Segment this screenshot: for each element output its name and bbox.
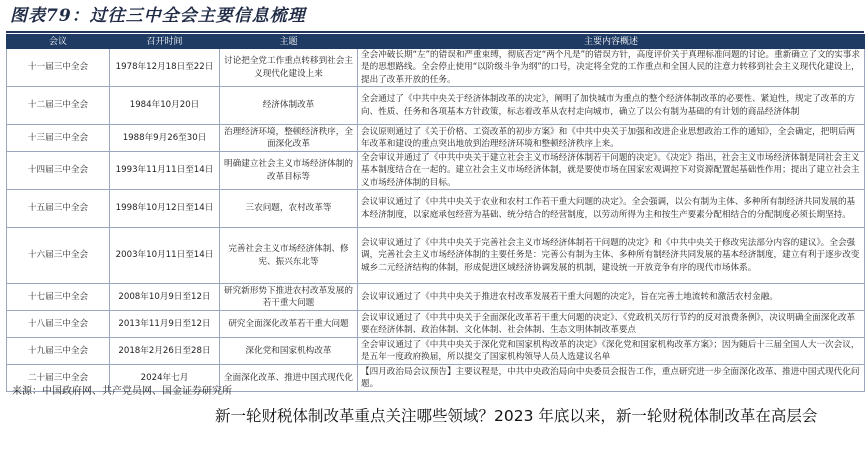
date-cell: 1998年10月12日至14日 [110,190,220,228]
date-cell: 1984年10月20日 [110,87,220,125]
meeting-cell: 十二届三中全会 [7,87,110,125]
table-row [7,49,865,87]
summary-cell: 全会审议并通过了《中共中央关于建立社会主义市场经济体制若干问题的决定》。《决定》指出，社会主义市场经济体制是同社会主义基本制度结合在一起的。建立社会主义市场经济体制，就是要使市场在国家宏观调控下对资源配置起基础性作用；提出了建立社会主义市场经济体制的目标。 [358,152,865,190]
meeting-cell: 十七届三中全会 [7,284,110,311]
date-cell: 1978年12月18日至22日 [110,49,220,87]
summary-cell: 会议审议通过了《中共中央关于完善社会主义市场经济体制若干问题的决定》和《中共中央关于修改宪法部分内容的建议》。全会强调，完善社会主义市场经济体制的主要任务是：完善公有制为主体、多种所有制经济共同发展的基本经济制度，建立有利于逐步改变城乡二元经济结构的体制，形成促进区域经济协调发展的机制，建设统一开放竞争有序的现代市场体系。 [358,228,865,284]
header-theme: 主题 [220,35,358,49]
date-cell: 2008年10月9日至12日 [110,284,220,311]
summary-cell: 会议审议通过了《中共中央关于农业和农村工作若干重大问题的决定》。全会强调，以公有制为主体、多种所有制经济共同发展的基本经济制度，以家庭承包经营为基础、统分结合的经营制度，以劳动所得为主和按生产要素分配相结合的分配制度必须长期坚持。 [358,190,865,228]
summary-cell: 全会审议通过了《中共中央关于深化党和国家机构改革的决定》《深化党和国家机构改革方案》；因为随后十三届全国人大一次会议，是五年一度政府换届，所以提交了国家机构领导人员人选建议名单 [358,338,865,365]
table-row [7,228,865,284]
date-cell: 1988年9月26至30日 [110,125,220,152]
date-cell: 1993年11月11日至14日 [110,152,220,190]
table-row [7,284,865,311]
meeting-cell: 十五届三中全会 [7,190,110,228]
theme-cell: 三农问题，农村改革等 [220,190,358,228]
table-row [7,338,865,365]
theme-cell: 明确建立社会主义市场经济体制的改革目标等 [220,152,358,190]
header-date: 召开时间 [110,35,220,49]
meetings-table [6,34,865,392]
date-cell: 2024年七月 [110,365,220,392]
table-row [7,152,865,190]
summary-cell: 【四月政治局会议预告】主要议程是，中共中央政治局向中央委员会报告工作，重点研究进一步全面深化改革、推进中国式现代化问题。 [358,365,865,392]
date-cell: 2013年11月9日至12日 [110,311,220,338]
body-paragraph: 新一轮财税体制改革重点关注哪些领域？2023 年底以来，新一轮财税体制改革在高层会 [215,407,818,425]
header-meeting: 会议 [7,35,110,49]
table-row [7,125,865,152]
figure-title: 图表79：过往三中全会主要信息梳理 [10,6,306,26]
summary-cell: 会议原则通过了《关于价格、工资改革的初步方案》和《中共中央关于加强和改进企业思想政治工作的通知》，全会确定，把明后两年改革和建设的重点突出地放到治理经济环境和整顿经济秩序上来。 [358,125,865,152]
meeting-cell: 二十届三中全会 [7,365,110,392]
summary-cell: 全会通过了《中共中央关于经济体制改革的决定》，阐明了加快城市为重点的整个经济体制改革的必要性、紧迫性，规定了改革的方向、性质、任务和各项基本方针政策，标志着改革从农村走向城市，确立了以公有制为基础的有计划的商品经济体制 [358,87,865,125]
header-summary: 主要内容概述 [358,35,865,49]
theme-cell: 完善社会主义市场经济体制、修宪、振兴东北等 [220,228,358,284]
table-row [7,87,865,125]
date-cell: 2003年10月11日至14日 [110,228,220,284]
theme-cell: 治理经济环境，整顿经济秩序，全面深化改革 [220,125,358,152]
meeting-cell: 十六届三中全会 [7,228,110,284]
theme-cell: 讨论把全党工作重点转移到社会主义现代化建设上来 [220,49,358,87]
summary-cell: 全会冲破长期“左”的错误和严重束缚，彻底否定“两个凡是”的错误方针，高度评价关于真理标准问题的讨论。重新确立了文的实事求是的思想路线。全会停止使用“以阶级斗争为纲”的口号，决定将全党的工作重点和全国人民的注意力转移到社会主义现代化建设上，提出了改革开放的任务。 [358,49,865,87]
table-row [7,190,865,228]
theme-cell: 全面深化改革、推进中国式现代化 [220,365,358,392]
theme-cell: 研究新形势下推进农村改革发展的若干重大问题 [220,284,358,311]
summary-cell: 会议审议通过了《中共中央关于全面深化改革若干重大问题的决定》、《党政机关厉行节约的反对浪费条例》，决议明确全面深化改革要在经济体制、政治体制、文化体制、社会体制、生态文明体制改革要点 [358,311,865,338]
table-row [7,311,865,338]
theme-cell: 研究全面深化改革若干重大问题 [220,311,358,338]
meeting-cell: 十四届三中全会 [7,152,110,190]
theme-cell: 经济体制改革 [220,87,358,125]
meeting-cell: 十一届三中全会 [7,49,110,87]
summary-cell: 会议审议通过了《中共中央关于推进农村改革发展若干重大问题的决定》，旨在完善土地流转和激活农村金融。 [358,284,865,311]
meeting-cell: 十三届三中全会 [7,125,110,152]
date-cell: 2018年2月26日至28日 [110,338,220,365]
theme-cell: 深化党和国家机构改革 [220,338,358,365]
table-header-row [7,35,865,49]
source-note: 来源：中国政府网、共产党员网、国金证券研究所 [12,386,232,397]
meeting-cell: 十八届三中全会 [7,311,110,338]
title-rule [6,31,864,33]
meeting-cell: 十九届三中全会 [7,338,110,365]
